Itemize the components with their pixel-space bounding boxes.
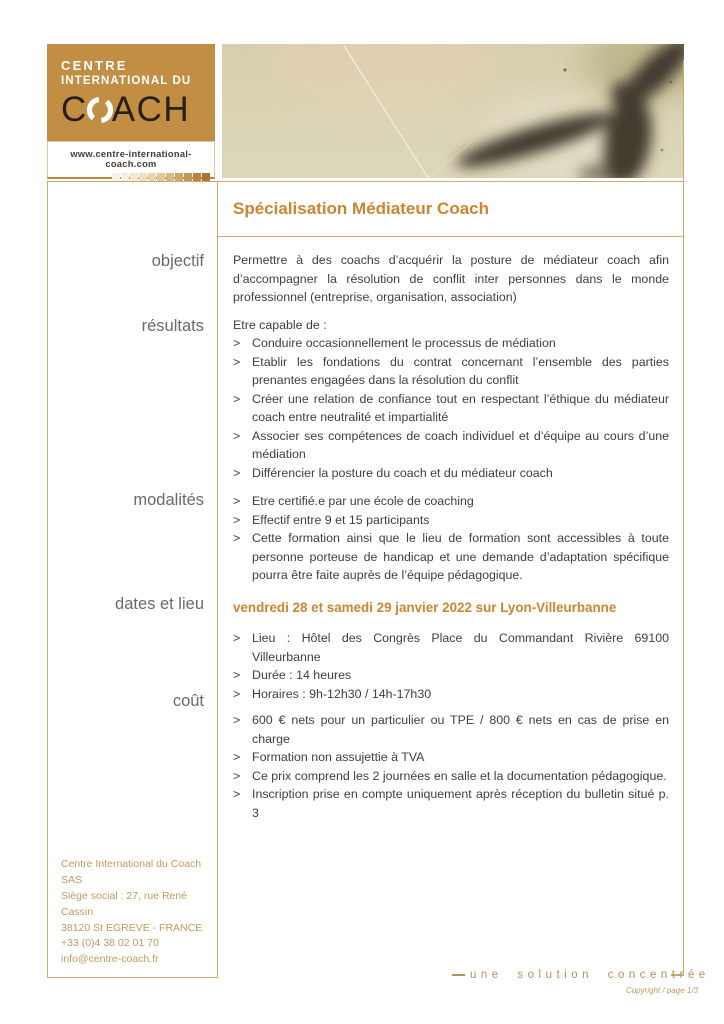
bullet-text: Différencier la posture du coach et du médiateur coach bbox=[252, 465, 553, 480]
list-item bbox=[233, 666, 669, 685]
tagline bbox=[452, 969, 710, 981]
gradient-square bbox=[166, 173, 174, 181]
list-item bbox=[233, 767, 669, 786]
logo-box bbox=[47, 44, 215, 141]
side-label-resultats: résultats bbox=[141, 317, 204, 335]
bullet-marker: > bbox=[233, 750, 241, 764]
content-column bbox=[218, 181, 684, 978]
bullet-marker: > bbox=[233, 428, 241, 443]
address-line: Centre International du Coach SAS bbox=[61, 858, 202, 887]
page-title: Spécialisation Médiateur Coach bbox=[233, 199, 490, 218]
list-item bbox=[233, 334, 669, 353]
label-column bbox=[47, 181, 218, 978]
list-item bbox=[233, 492, 669, 511]
logo-line1: CENTRE bbox=[61, 58, 128, 73]
bullet-text: Lieu : Hôtel des Congrès Place du Commandant Rivière 69100 Villeurbanne bbox=[252, 631, 669, 664]
phone-number: +33 (0)4 38 02 01 70 bbox=[61, 937, 159, 950]
side-label-modalites: modalités bbox=[133, 491, 204, 509]
list-item bbox=[233, 511, 669, 530]
gradient-square bbox=[157, 173, 165, 181]
logo-letter-c: C bbox=[61, 90, 88, 129]
bullet-text: 600 € nets pour un particulier ou TPE / 800 € nets en cas de prise en charge bbox=[252, 713, 669, 746]
bullet-text: Ce prix comprend les 2 journées en salle et la documentation pédagogique. bbox=[252, 768, 667, 783]
list-item bbox=[233, 748, 669, 767]
gradient-square bbox=[148, 173, 156, 181]
bullet-text: Etablir les fondations du contrat concernant l’ensemble des parties prenantes engagées dans la résolution du conflit bbox=[252, 354, 669, 387]
logo-wordmark bbox=[61, 90, 215, 134]
gradient-square bbox=[193, 173, 201, 181]
bullet-text: Inscription prise en compte uniquement après réception du bulletin situé p. 3 bbox=[252, 787, 669, 820]
tagline-text: une solution concentrée bbox=[470, 969, 710, 981]
website-bar bbox=[47, 141, 215, 179]
logo-o-icon bbox=[86, 93, 114, 134]
list-item bbox=[233, 785, 669, 822]
bullet-marker: > bbox=[233, 531, 241, 545]
hero-photo bbox=[222, 44, 684, 178]
bullet-marker: > bbox=[233, 465, 241, 480]
bullet-marker: > bbox=[233, 668, 241, 682]
list-item bbox=[233, 629, 669, 666]
resultats-intro: Etre capable de : bbox=[233, 317, 327, 332]
section-modalites bbox=[233, 492, 669, 585]
list-item bbox=[233, 427, 669, 464]
gradient-square bbox=[139, 173, 147, 181]
side-label-dates-et-lieu: dates et lieu bbox=[115, 595, 204, 613]
list-item bbox=[233, 464, 669, 483]
gradient-square bbox=[184, 173, 192, 181]
title-row bbox=[218, 182, 684, 237]
bullet-text: Durée : 14 heures bbox=[252, 668, 352, 682]
section-resultats bbox=[233, 316, 669, 483]
gradient-square bbox=[175, 173, 183, 181]
bullet-marker: > bbox=[233, 768, 241, 783]
bullet-marker: > bbox=[233, 354, 241, 369]
logo-line2: INTERNATIONAL DU bbox=[61, 75, 192, 87]
bullet-text: Effectif entre 9 et 15 participants bbox=[252, 512, 430, 527]
bullet-marker: > bbox=[233, 631, 241, 645]
tagline-dash bbox=[452, 974, 465, 976]
list-item bbox=[233, 529, 669, 585]
bullet-text: Conduire occasionnellement le processus de médiation bbox=[252, 336, 556, 350]
copyright: Copyright / page 1/3 bbox=[625, 986, 698, 995]
list-item bbox=[233, 353, 669, 390]
bird-illustration bbox=[222, 44, 684, 178]
bullet-text: Formation non assujettie à TVA bbox=[252, 750, 425, 764]
bullet-marker: > bbox=[233, 512, 241, 527]
email-address: info@centre-coach.fr bbox=[61, 953, 159, 966]
bullet-text: Créer une relation de confiance tout en respectant l’éthique du médiateur coach entre neutralité et impartialité bbox=[252, 391, 669, 424]
bullet-text: Cette formation ainsi que le lieu de formation sont accessibles à toute personne porteuse de handicap et une demande d’adaptation spécifique pourra être faite auprès de l’équipe pédagogique. bbox=[252, 531, 669, 582]
address-block bbox=[61, 857, 217, 968]
gradient-square bbox=[121, 173, 129, 181]
objectif-paragraph: Permettre à des coachs d’acquérir la posture de médiateur coach afin d’accompagner la résolution de conflit inter personnes dans le monde professionnel (entreprise, organisation, association) bbox=[233, 253, 669, 304]
dates-heading: vendredi 28 et samedi 29 janvier 2022 sur Lyon-Villeurbanne bbox=[233, 599, 617, 615]
bullet-marker: > bbox=[233, 391, 241, 406]
side-label-cout: coût bbox=[172, 692, 204, 710]
bullet-marker: > bbox=[233, 494, 241, 508]
bullet-text: Etre certifié.e par une école de coaching bbox=[252, 494, 474, 508]
address-line: 38120 St EGREVE - FRANCE bbox=[61, 921, 203, 934]
gradient-square bbox=[130, 173, 138, 181]
side-label-objectif: objectif bbox=[151, 252, 204, 270]
bullet-marker: > bbox=[233, 713, 241, 727]
address-line: Siège social : 27, rue René Cassin bbox=[61, 890, 188, 918]
bullet-marker: > bbox=[233, 686, 241, 701]
website-url: www.centre-international-coach.com bbox=[70, 149, 192, 169]
list-item bbox=[233, 390, 669, 427]
logo-letters-ach: ACH bbox=[111, 90, 191, 129]
list-item bbox=[233, 711, 669, 748]
bullet-text: Associer ses compétences de coach individuel et d’équipe au cours d’une médiation bbox=[252, 428, 669, 461]
gradient-squares bbox=[48, 173, 214, 181]
section-dates-et-lieu bbox=[233, 629, 669, 703]
list-item bbox=[233, 685, 669, 704]
bullet-text: Horaires : 9h-12h30 / 14h-17h30 bbox=[252, 686, 432, 701]
bullet-marker: > bbox=[233, 787, 241, 801]
gradient-square bbox=[112, 173, 120, 181]
bullet-marker: > bbox=[233, 336, 241, 350]
section-cout bbox=[233, 711, 669, 822]
content-body bbox=[218, 237, 684, 822]
gradient-square bbox=[202, 173, 210, 181]
